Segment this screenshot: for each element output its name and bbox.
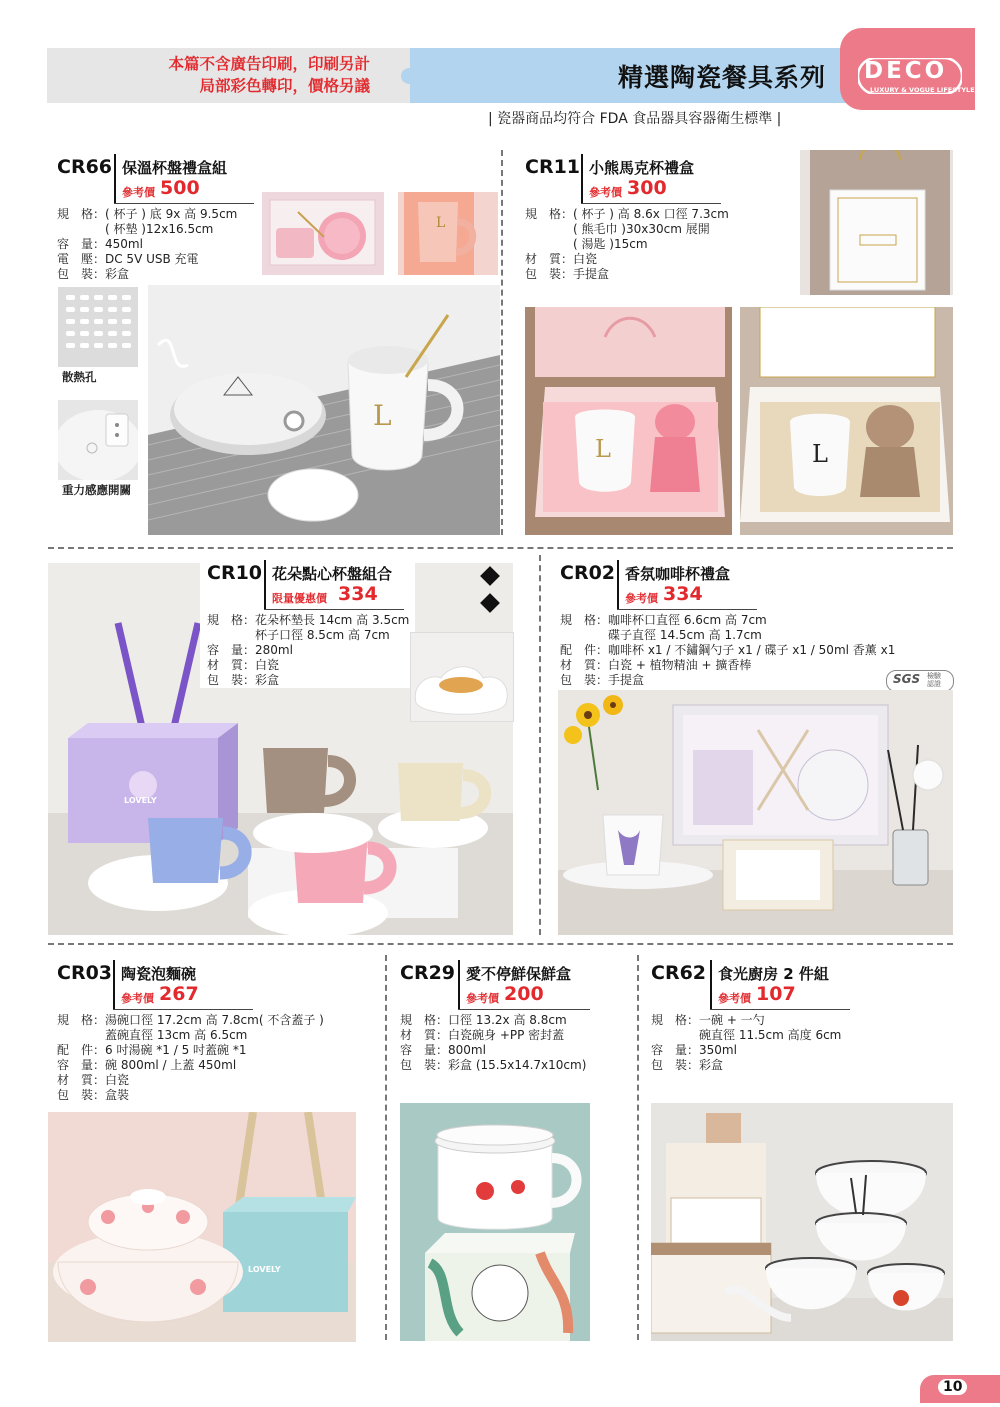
product-code-cr66: CR66 xyxy=(57,156,113,178)
price-cr11: 300 xyxy=(627,177,667,199)
sgs-badge xyxy=(886,670,954,692)
column-divider xyxy=(385,955,387,1340)
section-divider xyxy=(48,547,953,549)
code-divider xyxy=(264,560,266,610)
sgs-badge-note: 檢驗 認證 xyxy=(927,672,941,688)
cr66-vent-photo xyxy=(58,287,138,367)
cr66-detail-photo-1 xyxy=(262,192,384,275)
product-code-cr29: CR29 xyxy=(400,962,456,984)
price-underline xyxy=(114,203,254,204)
deco-logo xyxy=(840,28,975,110)
specs-cr62: 規 格：一碗 + 一勺 碗直徑 11.5cm 高度 6cm 容 量：350ml 包 裝：彩盒 xyxy=(651,1013,842,1072)
product-name-cr03: 陶瓷泡麵碗 xyxy=(121,965,197,983)
column-divider xyxy=(501,150,503,535)
price-cr10: 334 xyxy=(338,583,378,605)
price-cr03: 267 xyxy=(159,983,199,1005)
code-divider xyxy=(581,154,583,204)
price-label-cr11: 參考價 xyxy=(589,186,622,199)
cr11-white-box-photo xyxy=(740,307,953,535)
price-underline xyxy=(458,1009,590,1010)
product-name-cr29: 愛不停鮮保鮮盒 xyxy=(466,965,572,983)
print-notice xyxy=(47,48,410,103)
product-code-cr62: CR62 xyxy=(651,962,707,984)
svg-text:LOVELY: LOVELY xyxy=(124,796,157,805)
product-code-cr10: CR10 xyxy=(207,562,263,584)
svg-text:L: L xyxy=(595,435,611,463)
svg-text:L: L xyxy=(812,440,828,468)
code-divider xyxy=(114,154,116,204)
specs-cr66: 規 格：( 杯子 ) 底 9x 高 9.5cm ( 杯墊 )12x16.5cm 容 量：450ml 電 壓：DC 5V USB 充電 包 裝：彩盒 xyxy=(57,207,238,281)
svg-text:L: L xyxy=(436,215,446,231)
specs-cr10: 規 格：花朵杯墊長 14cm 高 3.5cm 杯子口徑 8.5cm 高 7cm 容 量：280ml 材 質：白瓷 包 裝：彩盒 xyxy=(207,613,410,687)
price-cr62: 107 xyxy=(756,983,796,1005)
product-name-cr10: 花朵點心杯盤組合 xyxy=(272,565,393,583)
price-label-cr62: 參考價 xyxy=(718,992,751,1005)
price-underline xyxy=(264,609,404,610)
brand-name: DECO xyxy=(864,58,948,84)
code-divider xyxy=(617,560,619,610)
cr66-main-photo xyxy=(148,285,500,535)
cr03-main-photo xyxy=(48,1112,356,1342)
svg-text:L: L xyxy=(373,399,392,432)
page-number: 10 xyxy=(938,1379,967,1395)
cr66-switch-photo xyxy=(58,400,138,480)
cr02-main-photo xyxy=(558,690,953,935)
column-divider xyxy=(539,555,541,935)
product-code-cr03: CR03 xyxy=(57,962,113,984)
notice-line-2: 局部彩色轉印，價格另議 xyxy=(199,77,370,95)
specs-cr11: 規 格：( 杯子 ) 高 8.6x 口徑 7.3cm ( 熊毛巾 )30x30cm 展開 ( 湯匙 )15cm 材 質：白瓷 包 裝：手提盒 xyxy=(525,207,729,281)
price-underline xyxy=(617,609,757,610)
cr11-pink-box-photo xyxy=(525,307,732,535)
page-number-tab xyxy=(920,1375,1000,1403)
price-cr29: 200 xyxy=(504,983,544,1005)
code-divider xyxy=(113,960,115,1010)
price-label-cr03: 參考價 xyxy=(121,992,154,1005)
code-divider xyxy=(458,960,460,1010)
section-divider xyxy=(48,943,953,945)
cr29-main-photo xyxy=(400,1103,590,1341)
product-name-cr62: 食光廚房 2 件組 xyxy=(718,965,829,983)
page-title: 精選陶瓷餐具系列 xyxy=(617,63,826,92)
price-label-cr29: 參考價 xyxy=(466,992,499,1005)
column-divider xyxy=(637,955,639,1340)
code-divider xyxy=(710,960,712,1010)
price-label-cr02: 參考價 xyxy=(625,592,658,605)
cr11-bag-photo xyxy=(800,150,953,295)
price-underline xyxy=(113,1009,253,1010)
specs-cr03: 規 格：湯碗口徑 17.2cm 高 7.8cm( 不含蓋子 ) 蓋碗直徑 13cm 高 6.5cm 配 件：6 吋湯碗 *1 / 5 吋蓋碗 *1 容 量：碗 800ml / 上蓋 450ml 材 質：白瓷 包 裝：盒裝 xyxy=(57,1013,324,1102)
specs-cr02: 規 格：咖啡杯口直徑 6.6cm 高 7cm 碟子直徑 14.5cm 高 1.7cm 配 件：咖啡杯 x1 / 不鏽鋼勺子 x1 / 碟子 x1 / 50ml 香薰 x1 材 質：白瓷 + 植物精油 + 擴香棒 包 裝：手提盒 xyxy=(560,613,896,687)
price-underline xyxy=(581,203,721,204)
product-name-cr11: 小熊馬克杯禮盒 xyxy=(589,159,695,177)
cr62-main-photo xyxy=(651,1103,953,1341)
cr66-detail-photo-2 xyxy=(398,192,498,275)
price-label-cr66: 參考價 xyxy=(122,186,155,199)
specs-cr29: 規 格：口徑 13.2x 高 8.8cm 材 質：白瓷碗身 +PP 密封蓋 容 量：800ml 包 裝：彩盒 (15.5x14.7x10cm) xyxy=(400,1013,587,1072)
svg-text:LOVELY: LOVELY xyxy=(248,1265,281,1274)
fda-standard-note: | 瓷器商品均符合 FDA 食品器具容器衛生標準 | xyxy=(488,111,782,127)
caption-gravity-switch: 重力感應開關 xyxy=(62,483,131,497)
price-cr66: 500 xyxy=(160,177,200,199)
price-underline xyxy=(710,1009,850,1010)
product-code-cr02: CR02 xyxy=(560,562,616,584)
caption-vent: 散熱孔 xyxy=(62,370,97,384)
price-cr02: 334 xyxy=(663,583,703,605)
product-name-cr02: 香氛咖啡杯禮盒 xyxy=(625,565,731,583)
sgs-badge-label: SGS xyxy=(893,672,921,686)
page-title-bar xyxy=(410,48,860,103)
price-label-cr10: 限量優惠價 xyxy=(272,592,327,605)
cr10-detail-photo xyxy=(410,632,514,722)
product-code-cr11: CR11 xyxy=(525,156,581,178)
brand-tagline: LUXURY & VOGUE LIFESTYLE xyxy=(870,86,975,94)
notice-line-1: 本篇不含廣告印刷，印刷另計 xyxy=(168,55,370,73)
pink-side-strip xyxy=(975,0,1000,1403)
product-name-cr66: 保溫杯盤禮盒組 xyxy=(122,159,228,177)
